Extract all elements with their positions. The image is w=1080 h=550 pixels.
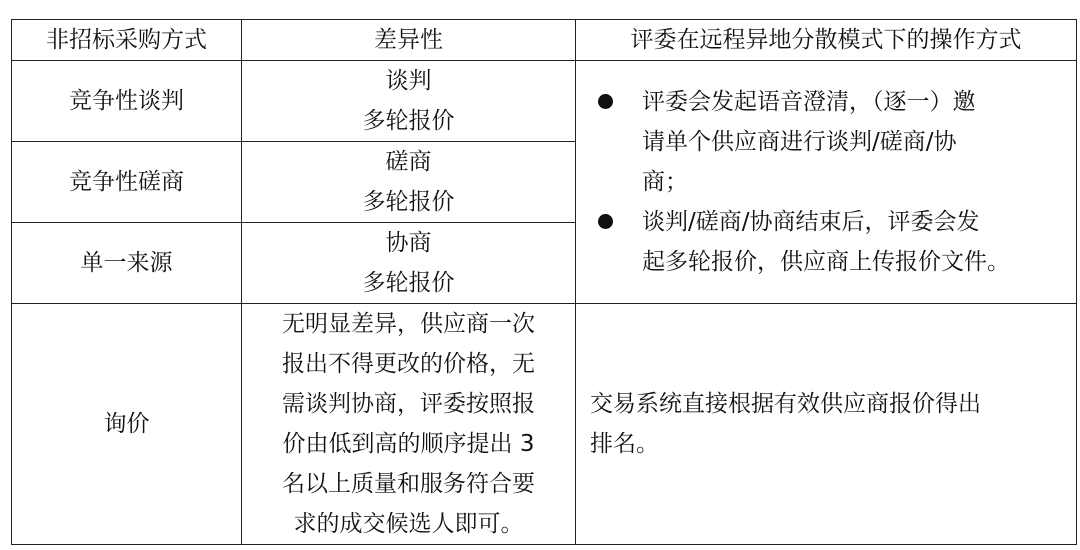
table-header-row [12, 20, 1077, 61]
difference-cell [242, 142, 576, 223]
difference-line: 价由低到高的顺序提出 3 [282, 431, 535, 457]
method-cell: 竞争性谈判 [12, 61, 242, 142]
operation-bullet-list [590, 82, 1066, 282]
difference-line: 无明显差异，供应商一次 [282, 311, 535, 337]
table-row [12, 61, 1077, 142]
method-cell: 竞争性磋商 [12, 142, 242, 223]
difference-line: 多轮报价 [362, 189, 455, 215]
difference-line: 名以上质量和服务符合要 [282, 471, 535, 497]
difference-line: 协商 [385, 230, 432, 256]
procurement-methods-table [11, 19, 1077, 545]
difference-cell [242, 304, 576, 545]
operation-bullet [590, 202, 1066, 282]
bullet-line: 起多轮报价，供应商上传报价文件。 [642, 249, 1010, 275]
header-difference: 差异性 [242, 20, 576, 61]
header-method: 非招标采购方式 [12, 20, 242, 61]
operation-cell [576, 304, 1077, 545]
table-row [12, 304, 1077, 545]
difference-line: 求的成交候选人即可。 [293, 511, 524, 537]
difference-line: 多轮报价 [362, 270, 455, 296]
difference-line: 需谈判协商，评委按照报 [282, 391, 535, 417]
difference-line: 磋商 [385, 149, 432, 175]
header-operation: 评委在远程异地分散模式下的操作方式 [576, 20, 1077, 61]
merged-operation-cell [576, 61, 1077, 304]
difference-line: 多轮报价 [362, 108, 455, 134]
operation-line: 排名。 [590, 431, 659, 457]
bullet-line: 谈判/磋商/协商结束后，评委会发 [642, 209, 980, 235]
method-cell: 询价 [12, 304, 242, 545]
bullet-line: 商； [642, 169, 688, 195]
bullet-line: 评委会发起语音澄清，（逐一）邀 [642, 89, 976, 115]
difference-line: 谈判 [385, 68, 432, 94]
bullet-line: 请单个供应商进行谈判/磋商/协 [642, 129, 957, 155]
difference-line: 报出不得更改的价格，无 [282, 351, 535, 377]
operation-bullet [590, 82, 1066, 202]
bullet-dot-icon [598, 94, 613, 109]
method-cell: 单一来源 [12, 223, 242, 304]
operation-line: 交易系统直接根据有效供应商报价得出 [590, 391, 981, 417]
bullet-dot-icon [598, 214, 613, 229]
difference-cell [242, 223, 576, 304]
difference-cell [242, 61, 576, 142]
